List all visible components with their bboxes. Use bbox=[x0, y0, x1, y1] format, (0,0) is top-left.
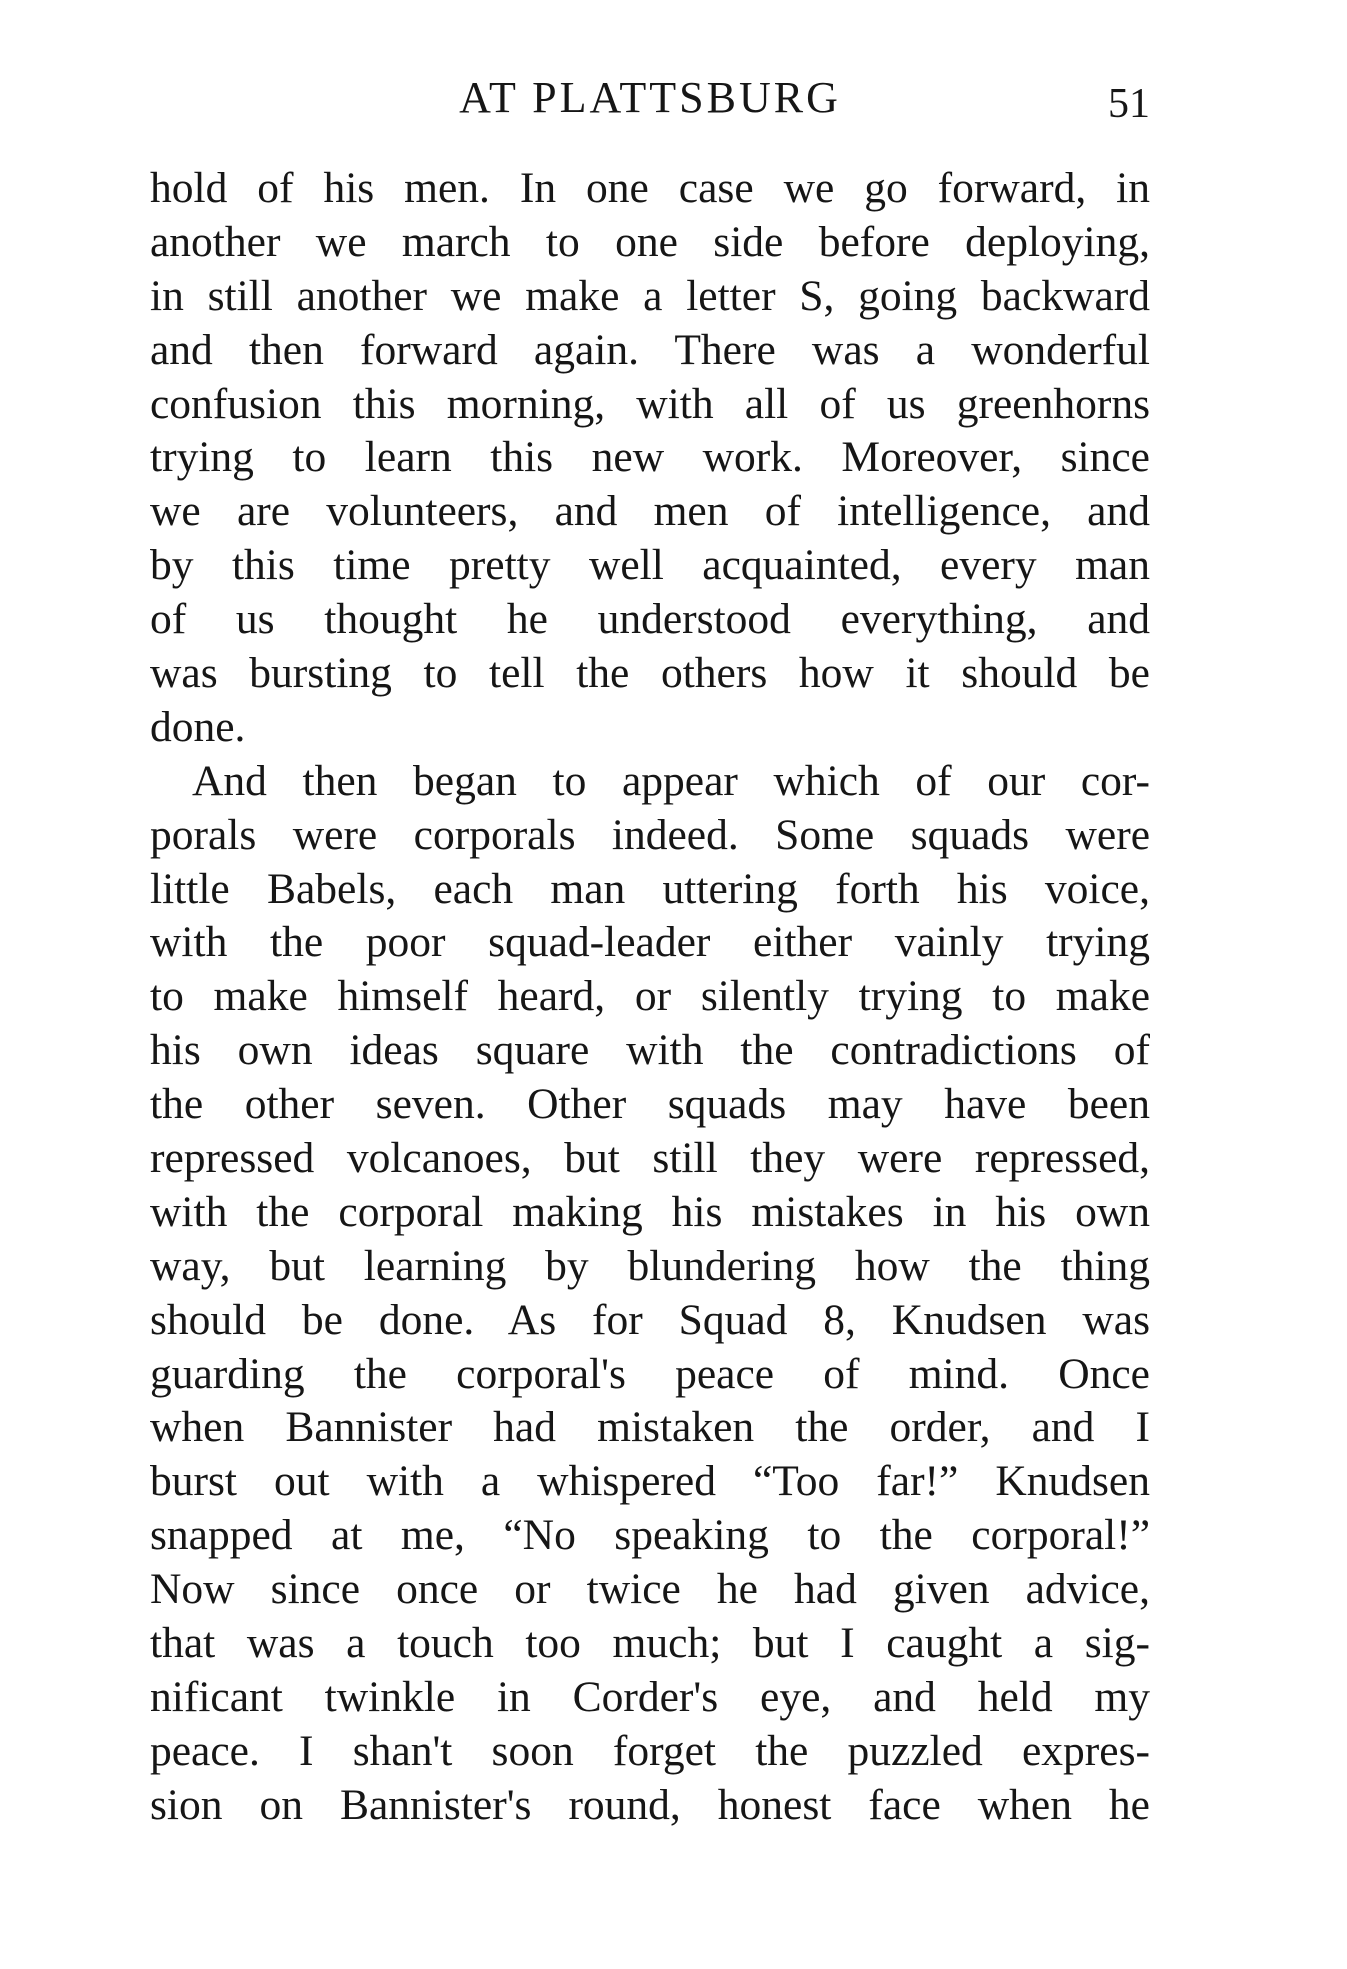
text-line: was bursting to tell the others how it should be bbox=[150, 649, 1150, 698]
text-line: way, but learning by blundering how the thing bbox=[150, 1241, 1150, 1290]
text-line: we are volunteers, and men of intelligence, and bbox=[150, 487, 1150, 536]
text-line: burst out with a whispered “Too far!” Knudsen bbox=[150, 1457, 1150, 1506]
text-line: trying to learn this new work. Moreover, since bbox=[150, 433, 1150, 482]
text-line: by this time pretty well acquainted, every man bbox=[150, 541, 1150, 590]
text-line: the other seven. Other squads may have been bbox=[150, 1080, 1150, 1129]
text-line: with the corporal making his mistakes in his own bbox=[150, 1187, 1150, 1236]
text-line: guarding the corporal's peace of mind. Once bbox=[150, 1349, 1150, 1398]
page-header bbox=[150, 68, 1150, 128]
text-line: hold of his men. In one case we go forward, in bbox=[150, 164, 1150, 212]
paragraph-end-line: done. bbox=[150, 702, 246, 751]
text-line: sion on Bannister's round, honest face when he bbox=[150, 1780, 1150, 1829]
text-line: another we march to one side before deploying, bbox=[150, 217, 1150, 266]
text-line: that was a touch too much; but I caught a sig- bbox=[150, 1619, 1150, 1668]
text-line: of us thought he understood everything, and bbox=[150, 595, 1150, 644]
text-line: with the poor squad-leader either vainly trying bbox=[150, 918, 1150, 967]
text-line: snapped at me, “No speaking to the corporal!” bbox=[150, 1511, 1150, 1560]
text-line: repressed volcanoes, but still they were repressed, bbox=[150, 1134, 1150, 1183]
text-line: peace. I shan't soon forget the puzzled expres- bbox=[150, 1726, 1150, 1775]
text-line: in still another we make a letter S, going backward bbox=[150, 271, 1150, 320]
text-line: should be done. As for Squad 8, Knudsen was bbox=[150, 1295, 1150, 1344]
body-text bbox=[150, 162, 1150, 1833]
text-line: when Bannister had mistaken the order, and I bbox=[150, 1403, 1150, 1452]
text-line: porals were corporals indeed. Some squads were bbox=[150, 810, 1150, 859]
text-line: confusion this morning, with all of us greenhorns bbox=[150, 379, 1150, 428]
text-line: to make himself heard, or silently trying to make bbox=[150, 972, 1150, 1021]
paragraph-first-line: And then began to appear which of our cor- bbox=[192, 756, 1150, 805]
text-line: little Babels, each man uttering forth his voice, bbox=[150, 864, 1150, 913]
running-head: AT PLATTSBURG bbox=[459, 73, 841, 122]
text-line: nificant twinkle in Corder's eye, and held my bbox=[150, 1672, 1150, 1721]
page-number: 51 bbox=[1108, 81, 1150, 127]
text-line: Now since once or twice he had given advice, bbox=[150, 1565, 1150, 1614]
text-line: and then forward again. There was a wonderful bbox=[150, 325, 1150, 374]
text-line: his own ideas square with the contradictions of bbox=[150, 1026, 1150, 1075]
